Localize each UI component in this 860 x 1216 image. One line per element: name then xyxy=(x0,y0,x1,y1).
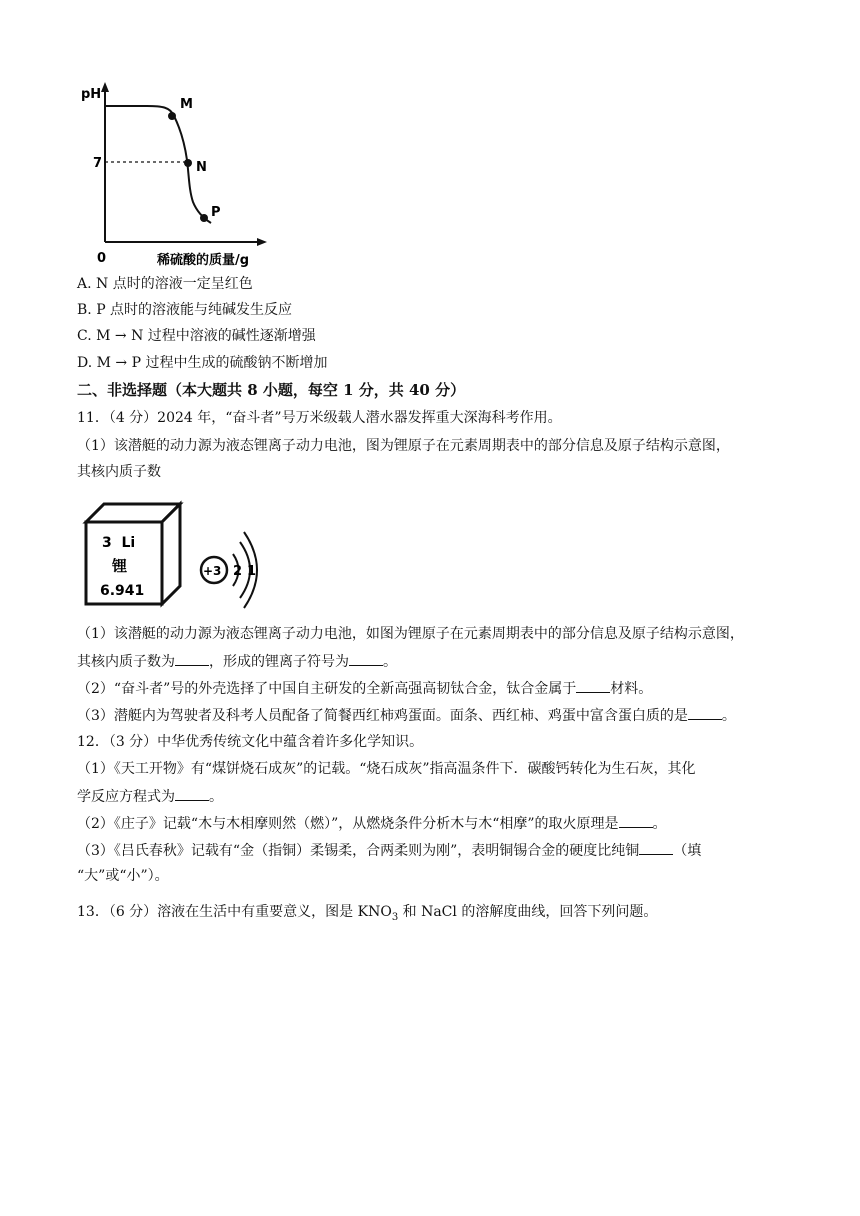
y-axis-label: pH xyxy=(81,87,102,102)
point-p-label: P xyxy=(211,205,221,220)
q11-sub3-text1: （3）潜艇内为驾驶者及科考人员配备了简餐西红柿鸡蛋面。面条、西红柿、鸡蛋中富含蛋白质的是 xyxy=(77,708,688,724)
q11-sub2 xyxy=(77,678,793,699)
shell-2-electrons: 1 xyxy=(247,564,257,579)
q12-sub1-line2 xyxy=(77,786,793,807)
lithium-figure xyxy=(80,498,270,613)
point-n xyxy=(184,159,192,167)
q13-stem xyxy=(77,902,793,928)
q12-sub3-text2: （填 xyxy=(673,843,702,859)
answer-blank[interactable] xyxy=(619,813,653,828)
q12-sub2-text1: （2）《庄子》记载“木与木相摩则然（燃）”，从燃烧条件分析木与木“相摩”的取火原理是 xyxy=(77,816,619,832)
q13-subscript: 3 xyxy=(391,911,399,923)
element-mass: 6.941 xyxy=(100,583,145,599)
q12-sub3-line2: “大”或“小”）。 xyxy=(77,868,169,884)
q11-sub3 xyxy=(77,705,793,726)
q11-sub2-text1: （2）“奋斗者”号的外壳选择了中国自主研发的全新高强高韧钛合金，钛合金属于 xyxy=(77,681,577,697)
point-m xyxy=(168,112,176,120)
q11-sub1-line2: 其核内质子数 xyxy=(77,464,161,480)
q12-sub3-text1: （3）《吕氏春秋》记载有“金（指铜）柔锡柔，合两柔则为刚”，表明铜锡合金的硬度比纯铜 xyxy=(77,843,640,859)
shell-1-electrons: 2 xyxy=(233,564,243,579)
element-name: 锂 xyxy=(112,557,128,575)
nucleus-charge: +3 xyxy=(203,564,222,578)
q11-sub1b-line2 xyxy=(77,651,793,672)
q12-sub2 xyxy=(77,813,793,834)
point-n-label: N xyxy=(196,160,207,175)
x-axis-label: 稀硫酸的质量/g xyxy=(157,253,250,268)
point-p xyxy=(200,214,208,222)
q11-sub3-text2: 。 xyxy=(721,708,736,724)
q12-sub1-text2: 。 xyxy=(209,789,223,805)
q11-sub1b-text3: 。 xyxy=(383,654,397,670)
point-m-label: M xyxy=(180,97,193,112)
q12-sub1-line1: （1）《天工开物》有“煤饼烧石成灰”的记载。“烧石成灰”指高温条件下．碳酸钙转化为生石灰，其化 xyxy=(77,761,696,777)
element-number-symbol: 3 Li xyxy=(102,535,136,551)
ph-curve-figure xyxy=(77,80,277,270)
answer-blank[interactable] xyxy=(349,651,383,666)
option-a: A. N 点时的溶液一定呈红色 xyxy=(77,276,253,292)
q11-sub2-text2: 材料。 xyxy=(610,681,653,697)
element-box-side xyxy=(162,504,180,604)
q11-stem: 11．（4 分）2024 年，“奋斗者”号万米级载人潜水器发挥重大深海科考作用。 xyxy=(77,410,562,426)
q12-sub1-text1: 学反应方程式为 xyxy=(77,789,175,805)
q11-sub1b-text2: ，形成的锂离子符号为 xyxy=(209,654,349,670)
q11-sub1-line1: （1）该潜艇的动力源为液态锂离子动力电池，图为锂原子在元素周期表中的部分信息及原子结构示意图， xyxy=(77,438,730,454)
q13-text1: 13．（6 分）溶液在生活中有重要意义，图是 KNO xyxy=(77,904,392,920)
q12-stem: 12．（3 分）中华优秀传统文化中蕴含着许多化学知识。 xyxy=(77,734,424,750)
option-b: B. P 点时的溶液能与纯碱发生反应 xyxy=(77,302,293,318)
answer-blank[interactable] xyxy=(175,786,209,801)
y-axis-arrow xyxy=(101,82,109,92)
q12-sub3-line1 xyxy=(77,840,793,861)
q13-text2: 和 NaCl 的溶解度曲线，回答下列问题。 xyxy=(398,904,658,920)
section-title: 二、非选择题（本大题共 8 小题，每空 1 分，共 40 分） xyxy=(77,381,466,399)
option-c: C. M → N 过程中溶液的碱性逐渐增强 xyxy=(77,328,316,344)
origin-label: 0 xyxy=(97,251,107,266)
q11-sub1b-text1: 其核内质子数为 xyxy=(77,654,175,670)
q11-sub1b-line1: （1）该潜艇的动力源为液态锂离子动力电池，如图为锂原子在元素周期表中的部分信息及原子结构示意图， xyxy=(77,626,744,642)
q12-sub2-text2: 。 xyxy=(652,816,667,832)
answer-blank[interactable] xyxy=(688,705,722,720)
x-axis-arrow xyxy=(257,238,267,246)
y-tick-7: 7 xyxy=(93,156,103,171)
answer-blank[interactable] xyxy=(576,678,610,693)
answer-blank[interactable] xyxy=(175,651,209,666)
option-d: D. M → P 过程中生成的硫酸钠不断增加 xyxy=(77,355,328,371)
answer-blank[interactable] xyxy=(639,840,673,855)
